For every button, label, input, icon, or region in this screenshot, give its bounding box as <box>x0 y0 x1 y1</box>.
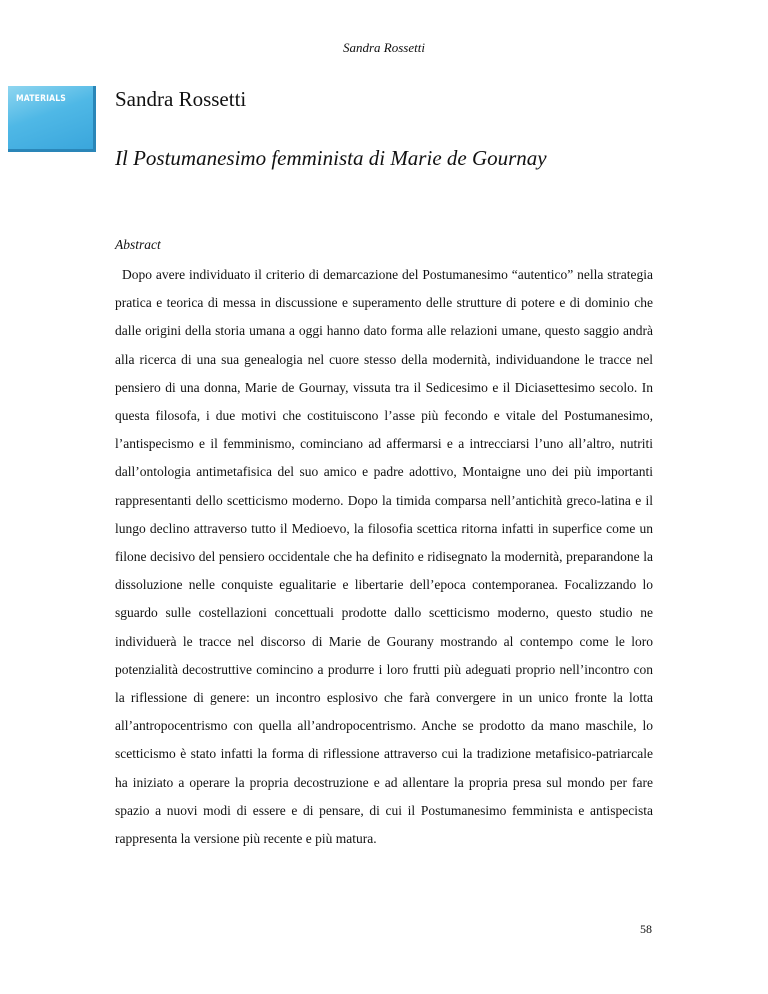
abstract-heading: Abstract <box>115 237 161 252</box>
article-author: Sandra Rossetti <box>115 87 247 111</box>
page-number: 58 <box>640 922 652 936</box>
running-header: Sandra Rossetti <box>343 40 425 55</box>
abstract-text: Dopo avere individuato il criterio di demarcazione del Postumanesimo “autentico” nella strategia pratica e teorica di messa in discussione e superamento delle strutture di potere e di dominio che dalle origini della storia umana a oggi hanno dato forma alle relazioni umane, questo saggio andrà alla ricerca di una sua genealogia nel cuore stesso della modernità, individuandone le tracce nel pensiero di una donna, Marie de Gournay, vissuta tra il Sedicesimo e il Diciasettesimo secolo. In questa filosofa, i due motivi che costituiscono l’asse più fecondo e vitale del Postumanesimo, l’antispecismo e il femminismo, cominciano ad affermarsi e a intrecciarsi l’uno all’altro, nutriti dall’ontologia antimetafisica del suo amico e padre adottivo, Montaigne uno dei più importanti rappresentanti dello scetticismo moderno. Dopo la timida comparsa nell’antichità greco-latina e il lungo declino attraverso tutto il Medioevo, la filosofia scettica ritorna infatti in superfice come un filone decisivo del pensiero occidentale che ha definito e ridisegnato la modernità, preparandone la dissoluzione nelle conquiste egualitarie e libertarie dell’epoca contemporanea. Focalizzando lo sguardo sulle costellazioni concettuali prodotte dallo scetticismo moderno, questo studio ne individuerà le tracce nel discorso di Marie de Gourany mostrando al contempo come le loro potenzialità decostruttive comincino a produrre i loro frutti più adeguati proprio nell’incontro con la riflessione di genere: un incontro esplosivo che farà convergere in un unico fronte la lotta all’antropocentrismo con quella all’andropocentrismo. Anche se prodotto da mano maschile, lo scetticismo è stato infatti la forma di riflessione attraverso cui la tradizione metafisico-patriarcale ha iniziato a operare la propria decostruzione e ad allentare la propria presa sul mondo per fare spazio a nuovi modi di essere e di pensare, di cui il Postumanesimo femminista e antispecista rappresenta la versione più recente e più matura. <box>115 267 653 847</box>
section-badge <box>8 86 96 152</box>
article-title: Il Postumanesimo femminista di Marie de Gournay <box>115 146 547 170</box>
section-badge-label: MATERIALS <box>16 94 66 104</box>
